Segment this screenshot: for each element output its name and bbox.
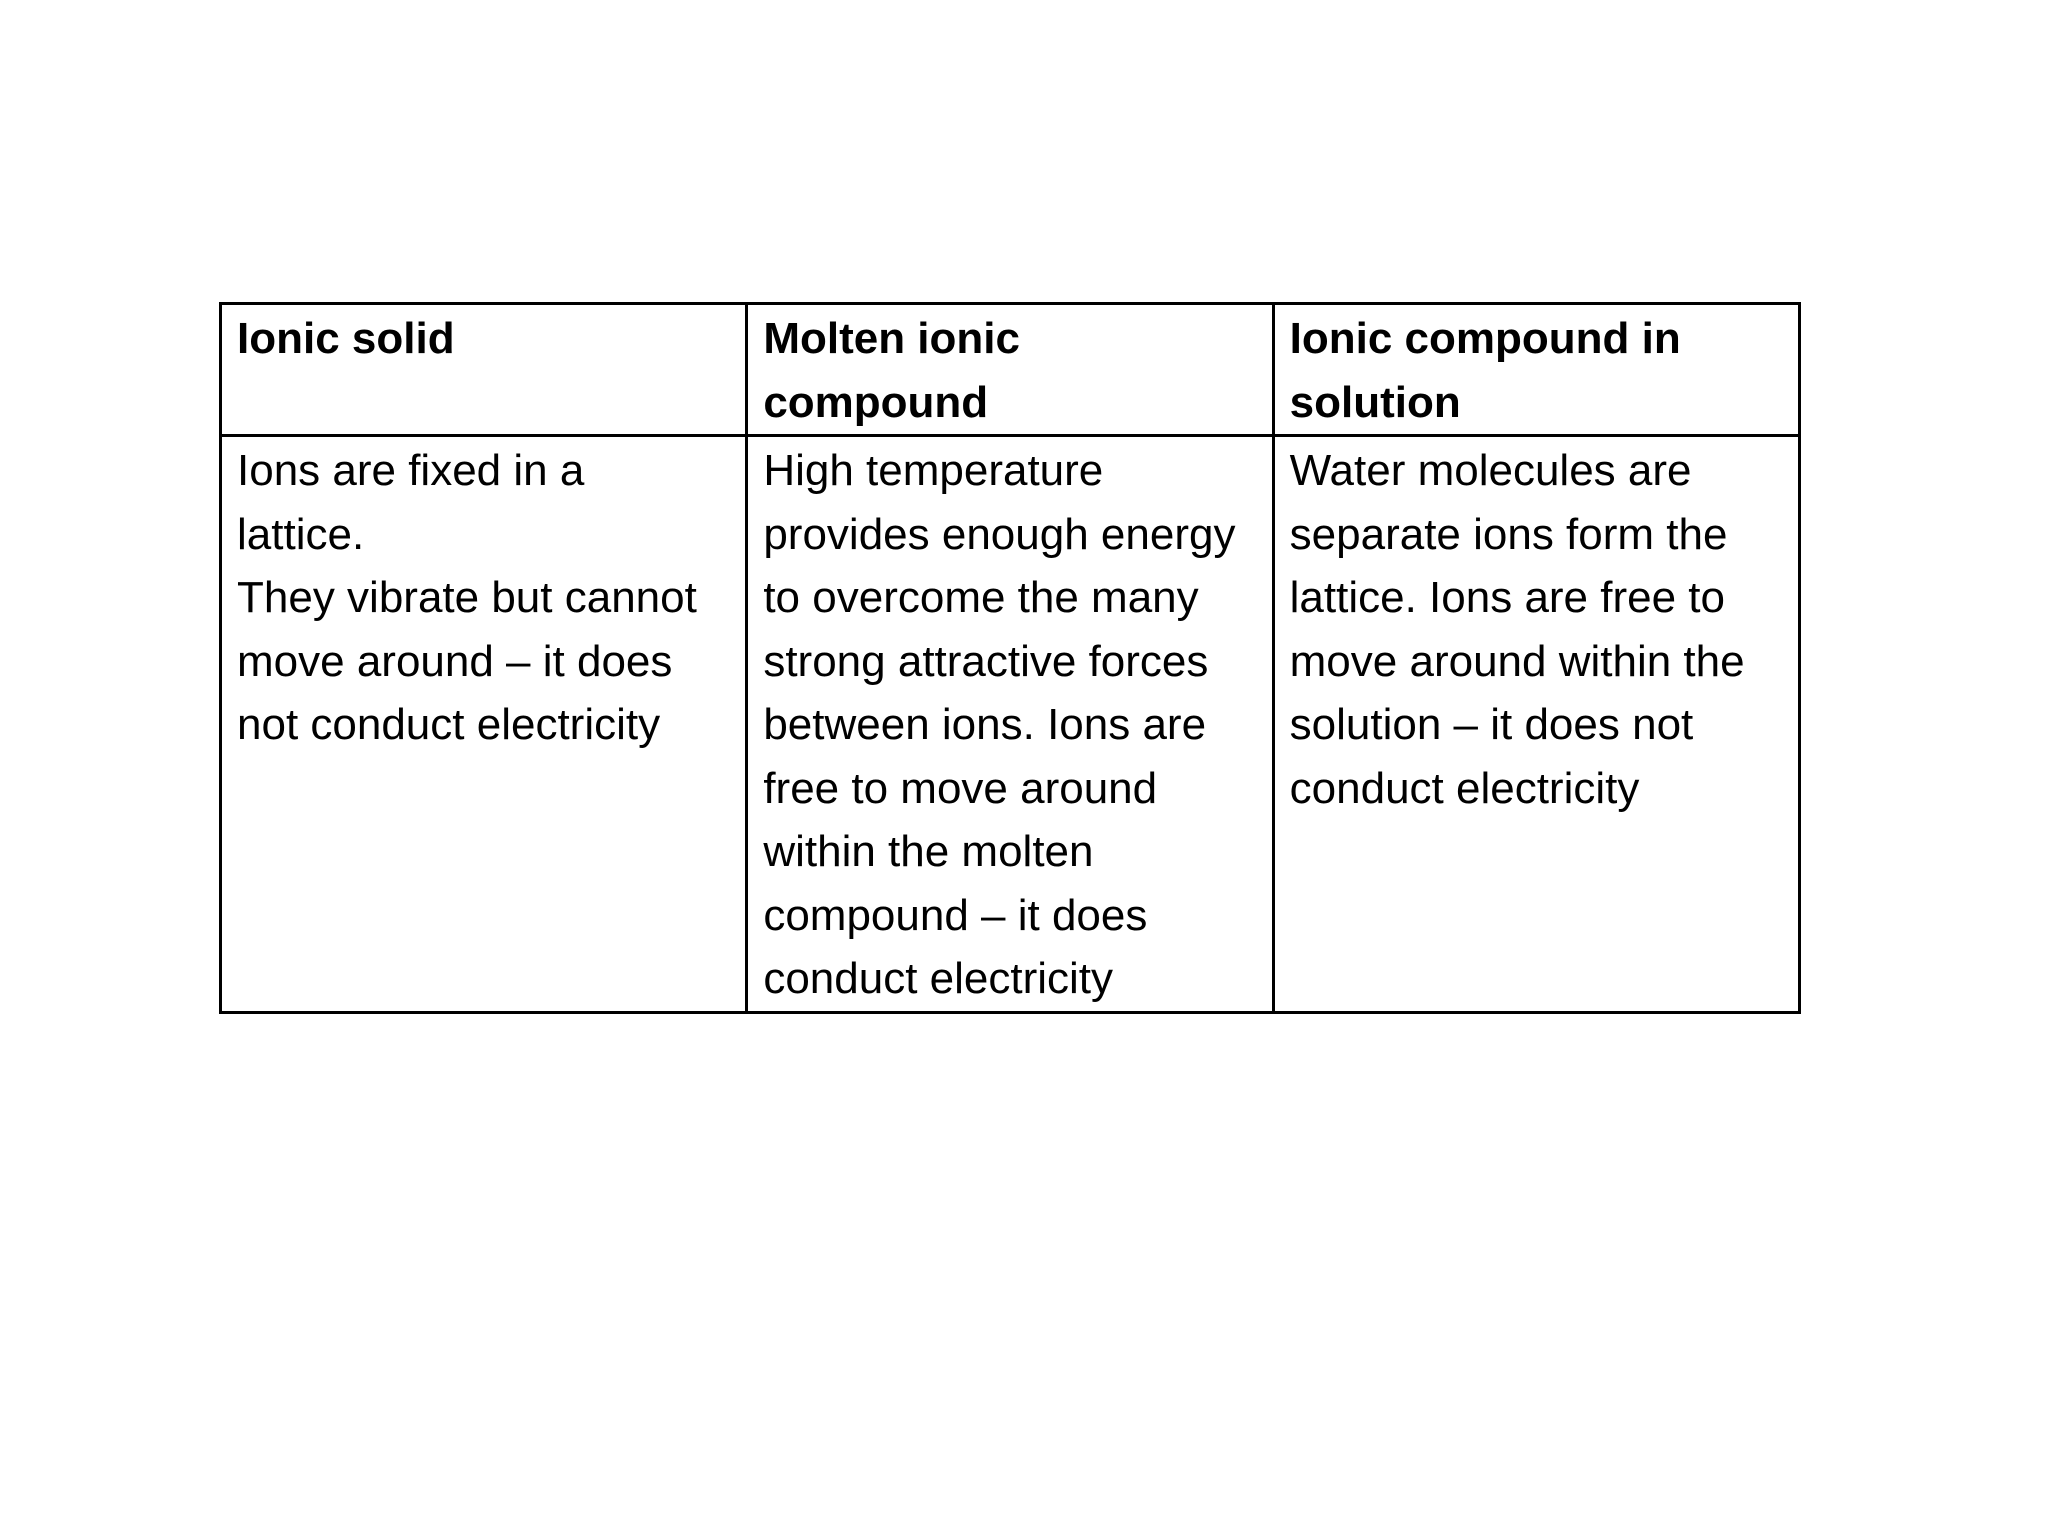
cell-line: solution – it does not: [1289, 700, 1694, 749]
header-ionic-compound-in-solution: [1273, 304, 1799, 436]
header-ionic-solid: [221, 304, 747, 436]
cell-line: provides enough energy: [763, 509, 1236, 559]
comparison-table: [219, 302, 1801, 1014]
header-line: compound: [763, 377, 989, 427]
cell-line: to overcome the many: [763, 573, 1199, 622]
cell-ionic-compound-in-solution: [1273, 436, 1799, 1013]
cell-line: compound – it does: [763, 890, 1148, 940]
header-line: solution: [1289, 377, 1461, 427]
cell-line: move around – it does: [237, 636, 673, 686]
cell-line: Ions are fixed in a: [237, 446, 585, 495]
header-line: Molten ionic: [763, 314, 1020, 363]
header-row: [221, 304, 1800, 436]
cell-line: conduct electricity: [1289, 763, 1640, 813]
cell-line: lattice.: [237, 509, 365, 559]
cell-line: not conduct electricity: [237, 700, 661, 749]
body-row: [221, 436, 1800, 1013]
cell-line: within the molten: [763, 827, 1094, 876]
cell-line: High temperature: [763, 446, 1104, 495]
cell-line: lattice. Ions are free to: [1289, 573, 1725, 622]
cell-line: conduct electricity: [763, 954, 1114, 1003]
cell-line: move around within the: [1289, 636, 1745, 686]
cell-line: separate ions form the: [1289, 509, 1728, 559]
cell-line: They vibrate but cannot: [237, 573, 697, 622]
cell-molten-ionic-compound: [747, 436, 1273, 1013]
cell-line: free to move around: [763, 763, 1158, 813]
header-line: Ionic solid: [237, 314, 455, 363]
header-molten-ionic-compound: [747, 304, 1273, 436]
cell-ionic-solid: [221, 436, 747, 1013]
cell-line: between ions. Ions are: [763, 700, 1207, 749]
header-line: Ionic compound in: [1289, 314, 1681, 363]
cell-line: Water molecules are: [1289, 446, 1692, 495]
cell-line: strong attractive forces: [763, 636, 1209, 686]
